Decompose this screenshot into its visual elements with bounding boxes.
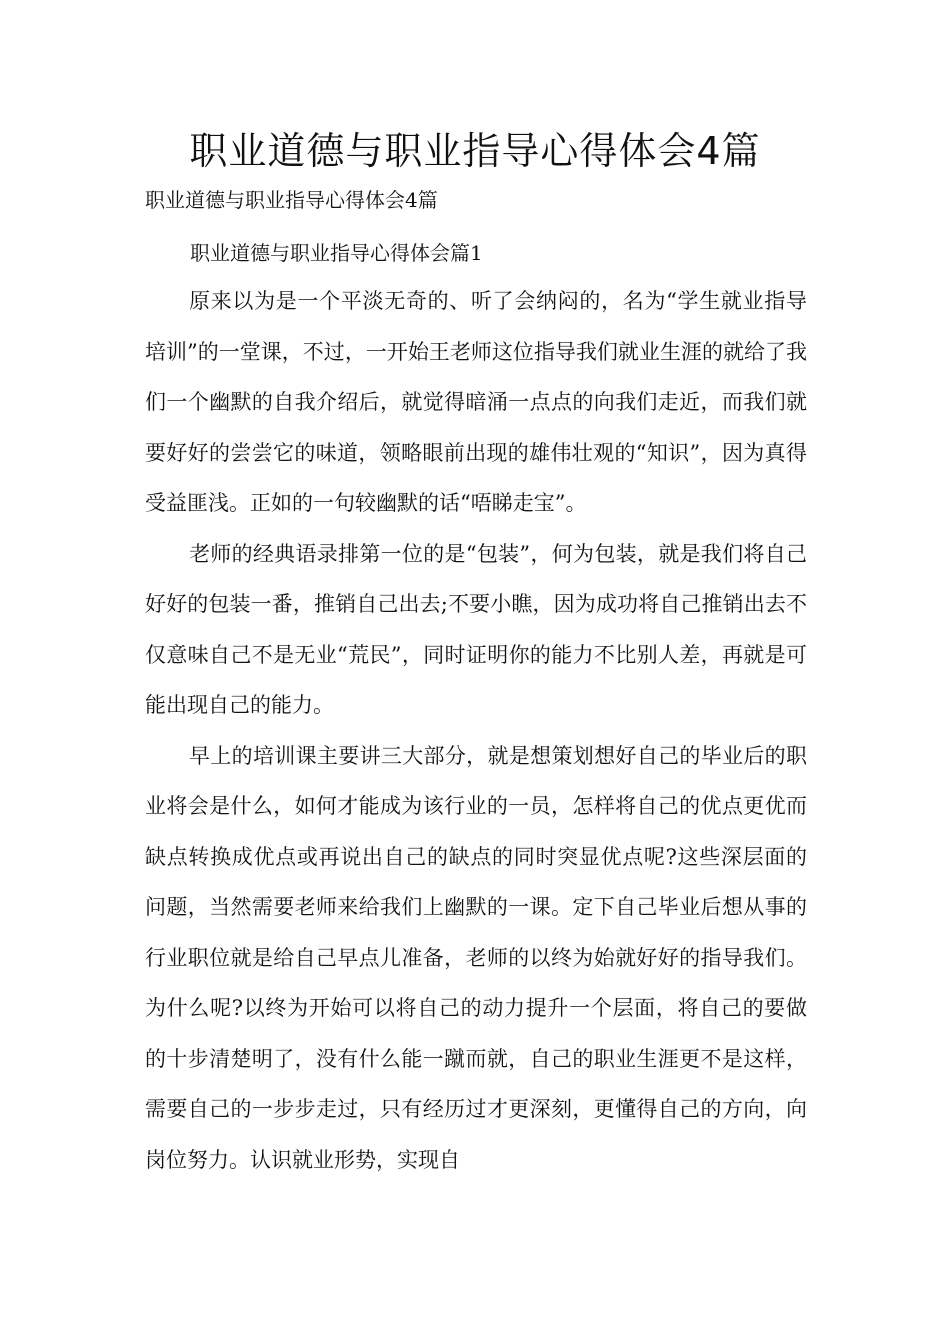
section-heading: 职业道德与职业指导心得体会篇1	[190, 241, 483, 265]
paragraph: 早上的培训课主要讲三大部分，就是想策划想好自己的毕业后的职业将会是什么，如何才能成为该行业的一员，怎样将自己的优点更优而缺点转换成优点或再说出自己的缺点的同时突显优点呢?这些深层面的问题，当然需要老师来给我们上幽默的一课。定下自己毕业后想从事的行业职位就是给自己早点儿准备，老师的以终为始就好好的指导我们。为什么呢?以终为开始可以将自己的动力提升一个层面，将自己的要做的十步清楚明了，没有什么能一蹴而就，自己的职业生涯更不是这样，需要自己的一步步走过，只有经历过才更深刻，更懂得自己的方向，向岗位努力。认识就业形势，实现自	[145, 743, 807, 1172]
paragraph: 原来以为是一个平淡无奇的、听了会纳闷的，名为“学生就业指导培训”的一堂课，不过，一开始王老师这位指导我们就业生涯的就给了我们一个幽默的自我介绍后，就觉得暗涌一点点的向我们走近，而我们就要好好的尝尝它的味道，领略眼前出现的雄伟壮观的“知识”，因为真得受益匪浅。正如的一句较幽默的话“唔睇走宝”。	[145, 289, 807, 515]
document-subtitle: 职业道德与职业指导心得体会4篇	[145, 188, 438, 212]
document-body	[145, 276, 807, 1185]
document-title: 职业道德与职业指导心得体会4篇	[189, 129, 761, 173]
paragraph: 老师的经典语录排第一位的是“包装”，何为包装，就是我们将自己好好的包装一番，推销自己出去;不要小瞧，因为成功将自己推销出去不仅意味自己不是无业“荒民”，同时证明你的能力不比别人差，再就是可能出现自己的能力。	[145, 541, 807, 717]
